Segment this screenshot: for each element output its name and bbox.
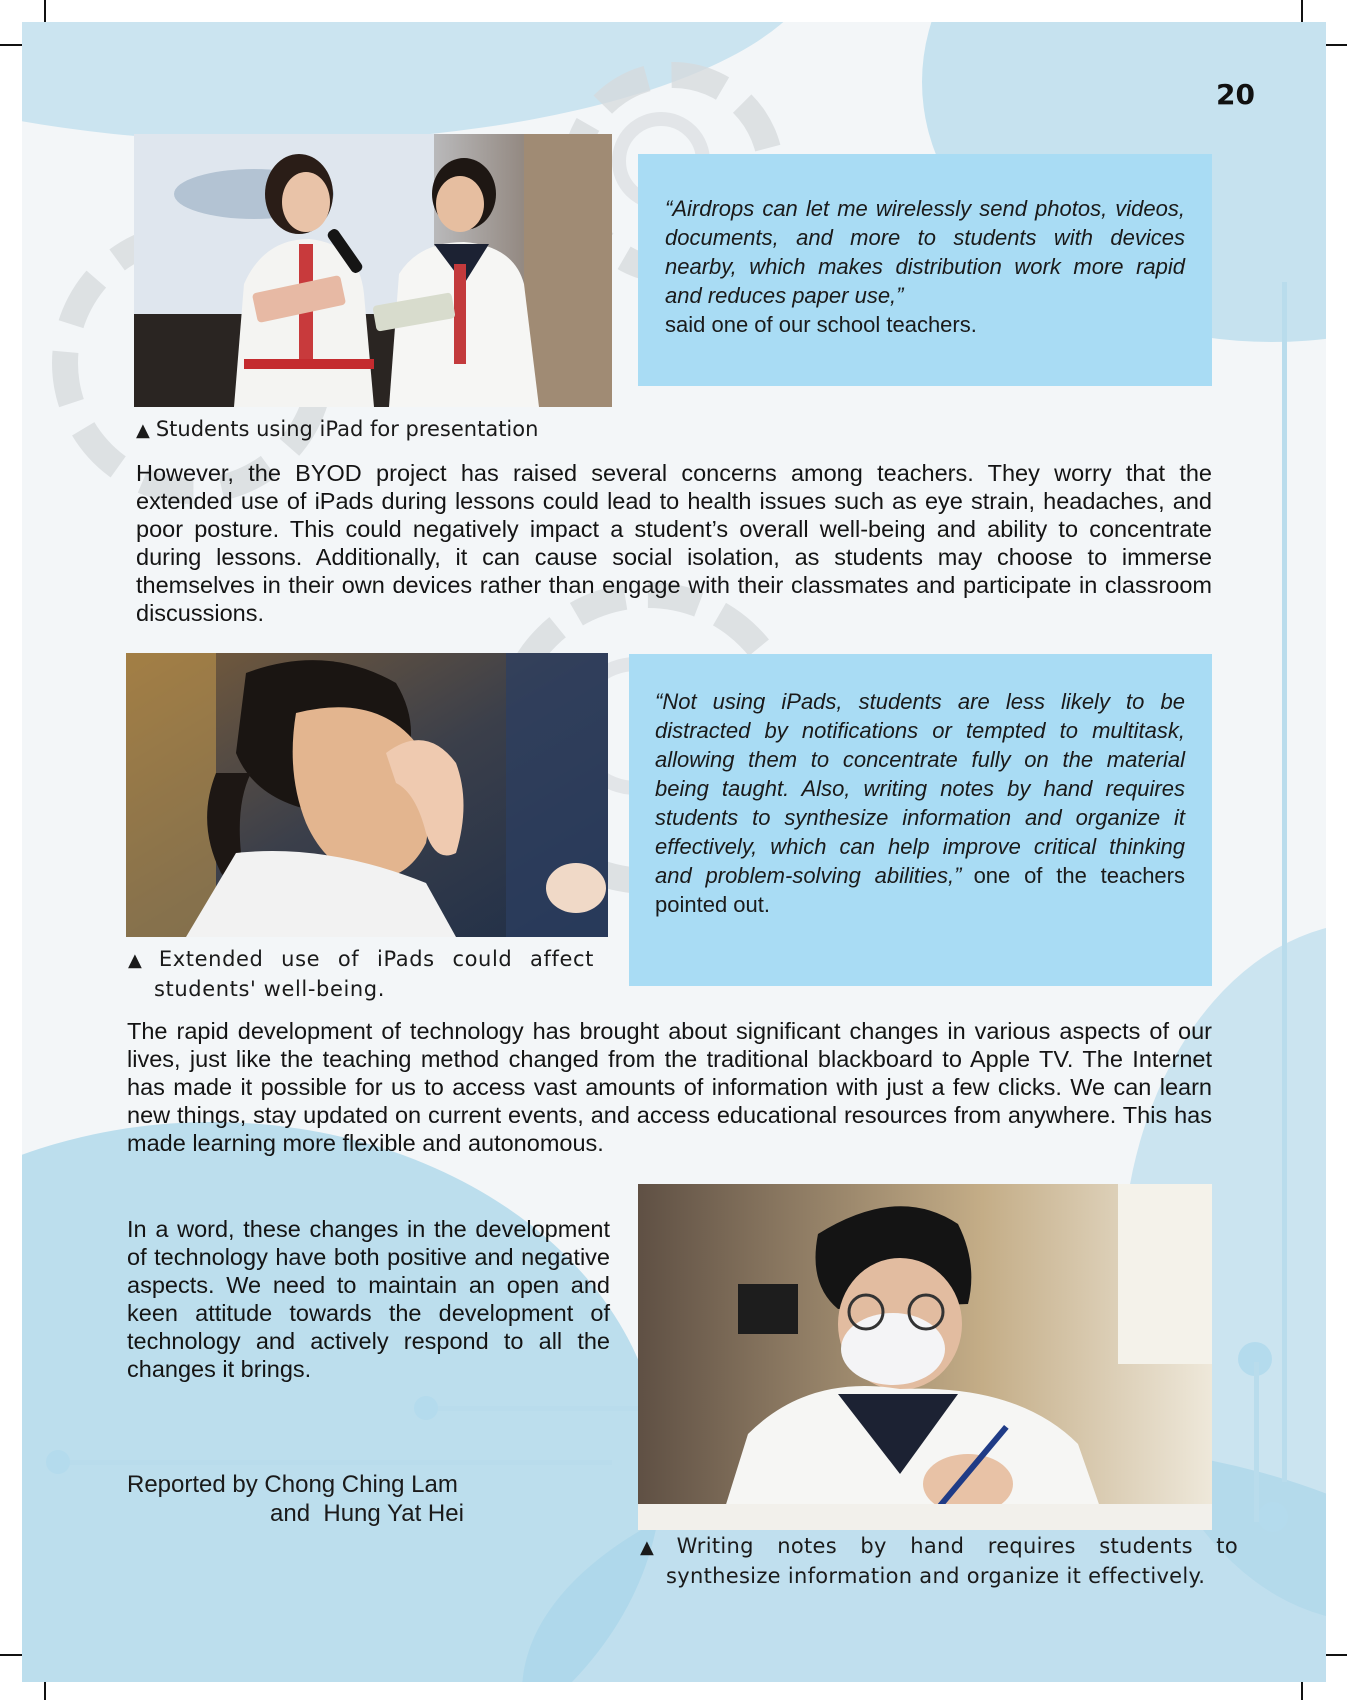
crop-mark	[1301, 0, 1303, 22]
caption-text: Writing notes by hand requires students to synthesize information and organize it effectively.	[666, 1534, 1238, 1588]
circuit-trace	[1282, 282, 1287, 1482]
teacher-quote-box	[629, 654, 1212, 986]
photo-caption	[136, 415, 616, 445]
eye-strain-photo	[126, 653, 608, 937]
body-paragraph: The rapid development of technology has brought about significant changes in various aspects of our lives, just like the teaching method changed from the traditional blackboard to Apple TV. The Internet has made it possible for us to access vast amounts of information with just a few clicks. We can learn new things, stay updated on current events, and access educational resources from anywhere. This has made learning more flexible and autonomous.	[127, 1018, 1212, 1156]
circuit-trace	[52, 1460, 612, 1465]
caption-marker: ▲	[640, 1537, 671, 1558]
photo-caption	[640, 1532, 1238, 1590]
writing-photo	[638, 1184, 1212, 1530]
presentation-photo	[134, 134, 612, 407]
crop-mark	[1325, 44, 1347, 46]
quote-attribution: one of the teachers pointed out.	[655, 863, 1185, 917]
caption-text: Extended use of iPads could affect students' well-being.	[154, 947, 594, 1001]
quote-attribution: said one of our school teachers.	[665, 312, 977, 337]
writing-image	[638, 1184, 1212, 1530]
presentation-image	[134, 134, 612, 407]
circuit-node	[46, 1450, 70, 1474]
byline-line-1: Reported by Chong Ching Lam	[127, 1471, 458, 1498]
teacher-quote-text: “Airdrops can let me wirelessly send photos, videos, documents, and more to students with devices nearby, which makes distribution work more rapid and reduces paper use,”	[665, 196, 1185, 308]
crop-mark	[0, 44, 22, 46]
reporter-byline	[127, 1470, 547, 1528]
circuit-trace	[1254, 1362, 1259, 1522]
eye-strain-image	[126, 653, 608, 937]
circuit-node	[414, 1396, 438, 1420]
caption-marker: ▲	[128, 950, 153, 971]
body-paragraph: In a word, these changes in the development of technology have both positive and negative aspects. We need to maintain an open and keen attitude towards the development of technology and actively respond to all the changes it brings.	[127, 1216, 610, 1382]
crop-mark	[44, 0, 46, 22]
page-number: 20	[1216, 78, 1255, 111]
crop-mark	[1325, 1654, 1347, 1656]
photo-caption	[128, 945, 594, 1003]
circuit-trace	[422, 1406, 652, 1411]
teacher-quote-box	[638, 154, 1212, 386]
caption-marker: ▲	[136, 420, 150, 441]
byline-line-2: and Hung Yat Hei	[270, 1500, 464, 1527]
circuit-node	[1258, 1502, 1288, 1532]
body-paragraph: However, the BYOD project has raised several concerns among teachers. They worry that the extended use of iPads during lessons could lead to health issues such as eye strain, headaches, and poor posture. This could negatively impact a student’s overall well-being and ability to concentrate during lessons. Additionally, it can cause social isolation, as students may choose to immerse themselves in their own devices rather than engage with their classmates and participate in classroom discussions.	[136, 460, 1212, 626]
teacher-quote-text: “Not using iPads, students are less likely to be distracted by notifications or tempted to multitask, allowing them to concentrate fully on the material being taught. Also, writing notes by hand requires students to synthesize information and organize it effectively, which can help improve critical thinking and problem-solving abilities,”	[655, 689, 1185, 888]
caption-text: Students using iPad for presentation	[155, 417, 539, 441]
crop-mark	[0, 1654, 22, 1656]
